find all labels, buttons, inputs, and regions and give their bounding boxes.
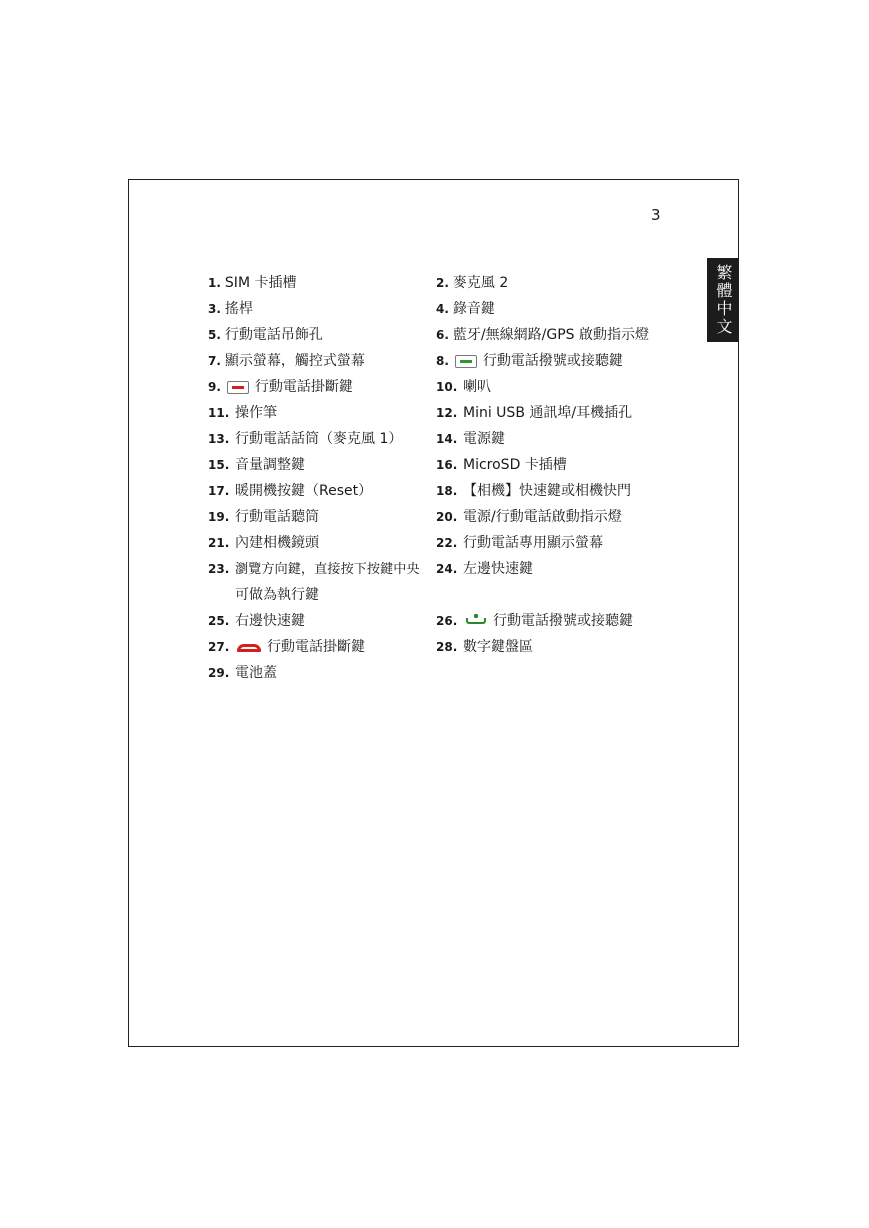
list-item bbox=[208, 478, 372, 504]
item-number: 29. bbox=[208, 666, 230, 680]
item-label-continued: 可做為執行鍵 bbox=[235, 587, 319, 603]
list-row bbox=[208, 504, 668, 530]
item-number: 2. bbox=[436, 276, 449, 290]
item-label: 搖桿 bbox=[224, 301, 253, 317]
item-number: 20. bbox=[436, 510, 458, 524]
language-tab bbox=[707, 258, 739, 342]
item-label: 行動電話聽筒 bbox=[235, 509, 319, 525]
item-number: 1. bbox=[208, 276, 221, 290]
item-label: 電源鍵 bbox=[463, 431, 505, 447]
list-row bbox=[208, 322, 668, 348]
item-number: 19. bbox=[208, 510, 230, 524]
list-row bbox=[208, 296, 668, 322]
item-number: 16. bbox=[436, 458, 458, 472]
list-item bbox=[436, 322, 649, 348]
item-label: 麥克風 2 bbox=[452, 275, 509, 291]
list-item bbox=[208, 426, 402, 452]
language-tab-label: 繁體中文 bbox=[714, 264, 733, 336]
list-item bbox=[436, 374, 491, 400]
list-row bbox=[208, 348, 668, 374]
call-key-icon bbox=[455, 355, 477, 368]
item-number: 8. bbox=[436, 354, 449, 368]
list-item bbox=[436, 530, 603, 556]
list-item bbox=[208, 400, 277, 426]
item-label: 行動電話專用顯示螢幕 bbox=[463, 535, 603, 551]
list-item bbox=[208, 348, 365, 374]
item-label: 瀏覽方向鍵，直接按下按鍵中央 bbox=[235, 562, 420, 577]
item-label: 行動電話掛斷鍵 bbox=[267, 639, 365, 655]
item-number: 18. bbox=[436, 484, 458, 498]
list-row bbox=[208, 660, 668, 686]
call-handset-icon bbox=[465, 614, 487, 624]
item-number: 11. bbox=[208, 406, 230, 420]
list-item bbox=[208, 634, 365, 660]
list-item bbox=[208, 504, 319, 530]
list-item bbox=[208, 374, 353, 400]
page-number: 3 bbox=[651, 206, 661, 224]
item-number: 3. bbox=[208, 302, 221, 316]
list-item bbox=[208, 452, 305, 478]
item-number: 13. bbox=[208, 432, 230, 446]
item-label: 行動電話吊飾孔 bbox=[224, 327, 323, 343]
list-row bbox=[208, 608, 668, 634]
item-number: 17. bbox=[208, 484, 230, 498]
list-row bbox=[208, 530, 668, 556]
item-label: 顯示螢幕，觸控式螢幕 bbox=[224, 353, 365, 369]
item-number: 28. bbox=[436, 640, 458, 654]
item-number: 10. bbox=[436, 380, 458, 394]
item-label: 行動電話撥號或接聽鍵 bbox=[493, 613, 633, 629]
item-number: 12. bbox=[436, 406, 458, 420]
item-label: 左邊快速鍵 bbox=[463, 561, 533, 577]
item-label: 右邊快速鍵 bbox=[235, 613, 305, 629]
item-label: 電池蓋 bbox=[235, 665, 277, 681]
item-label: 電源/行動電話啟動指示燈 bbox=[463, 509, 622, 525]
list-item bbox=[208, 608, 305, 634]
item-number: 4. bbox=[436, 302, 449, 316]
end-handset-icon bbox=[237, 642, 261, 652]
list-row bbox=[208, 374, 668, 400]
item-label: MicroSD 卡插槽 bbox=[463, 457, 567, 473]
list-row bbox=[208, 452, 668, 478]
item-label: 行動電話掛斷鍵 bbox=[254, 379, 353, 395]
item-number: 5. bbox=[208, 328, 221, 342]
item-label: 暖開機按鍵（Reset） bbox=[235, 483, 373, 499]
list-row bbox=[208, 400, 668, 426]
item-label: Mini USB 通訊埠/耳機插孔 bbox=[463, 405, 633, 421]
item-label: 喇叭 bbox=[463, 379, 491, 395]
list-item bbox=[436, 608, 633, 634]
item-number: 7. bbox=[208, 354, 221, 368]
list-item bbox=[208, 322, 323, 348]
list-item bbox=[436, 426, 505, 452]
item-number: 22. bbox=[436, 536, 458, 550]
list-item bbox=[208, 660, 277, 686]
list-item bbox=[208, 530, 319, 556]
list-row bbox=[208, 270, 668, 296]
item-label: 錄音鍵 bbox=[452, 301, 495, 317]
item-label: 行動電話話筒（麥克風 1） bbox=[235, 431, 403, 447]
list-row bbox=[208, 426, 668, 452]
list-item bbox=[436, 556, 533, 582]
list-item bbox=[436, 452, 567, 478]
list-item bbox=[436, 348, 623, 374]
item-number: 24. bbox=[436, 562, 458, 576]
list-item bbox=[436, 634, 533, 660]
list-item bbox=[436, 400, 632, 426]
list-item bbox=[436, 270, 508, 296]
list-item bbox=[208, 556, 420, 583]
list-item bbox=[436, 504, 622, 530]
end-key-icon bbox=[227, 381, 249, 394]
item-label: 操作筆 bbox=[235, 405, 277, 421]
item-label: SIM 卡插槽 bbox=[224, 275, 297, 291]
item-number: 23. bbox=[208, 562, 230, 576]
item-label: 藍牙/無線網路/GPS 啟動指示燈 bbox=[452, 327, 649, 343]
item-number: 6. bbox=[436, 328, 449, 342]
list-item bbox=[436, 478, 631, 504]
item-number: 14. bbox=[436, 432, 458, 446]
item-number: 25. bbox=[208, 614, 230, 628]
item-number: 15. bbox=[208, 458, 230, 472]
list-item bbox=[208, 270, 296, 296]
item-number: 21. bbox=[208, 536, 230, 550]
list-item bbox=[208, 296, 253, 322]
list-row bbox=[208, 634, 668, 660]
item-number: 27. bbox=[208, 640, 230, 654]
item-label: 音量調整鍵 bbox=[235, 457, 305, 473]
item-label: 數字鍵盤區 bbox=[463, 639, 533, 655]
item-label: 內建相機鏡頭 bbox=[235, 535, 319, 551]
item-number: 9. bbox=[208, 380, 221, 394]
list-row bbox=[208, 556, 668, 608]
list-row bbox=[208, 478, 668, 504]
item-label: 【相機】快速鍵或相機快門 bbox=[463, 483, 631, 499]
item-label: 行動電話撥號或接聽鍵 bbox=[482, 353, 623, 369]
item-number: 26. bbox=[436, 614, 458, 628]
list-item bbox=[436, 296, 495, 322]
